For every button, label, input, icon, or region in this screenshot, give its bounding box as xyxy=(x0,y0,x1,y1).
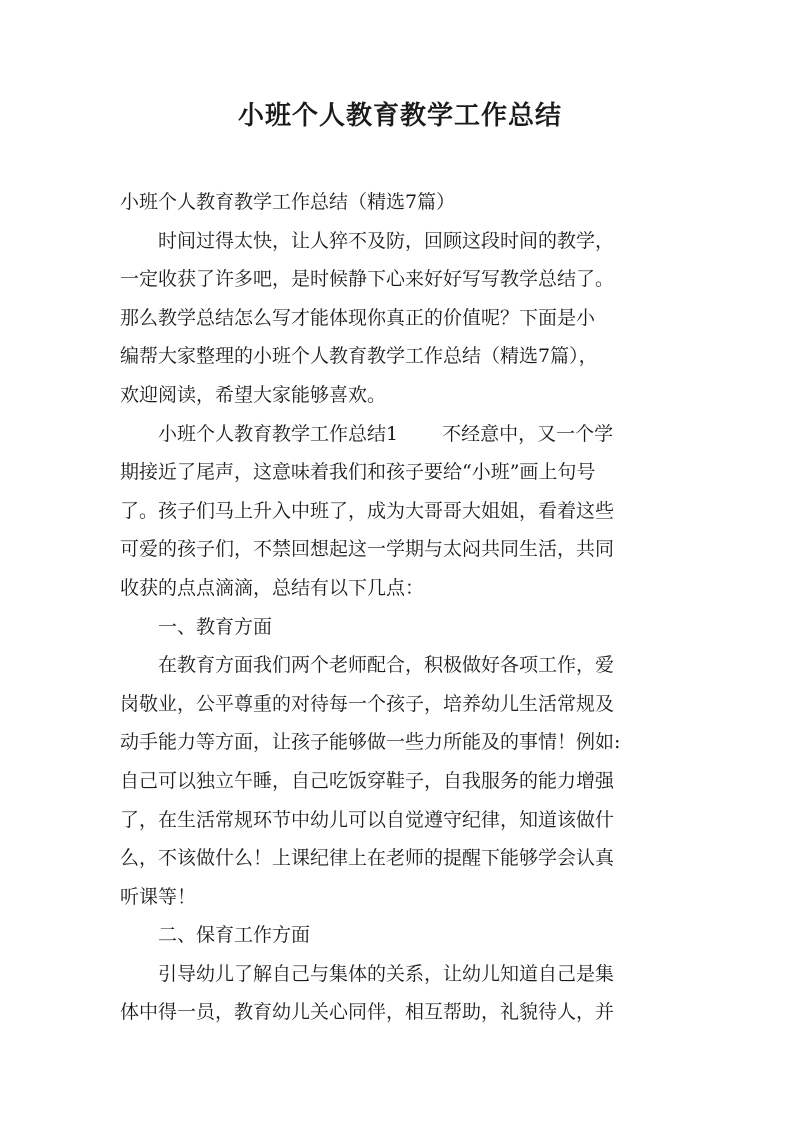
section-first-line-text: 不经意中，又一个学 xyxy=(442,422,614,445)
section-line: 了。孩子们马上升入中班了，成为大哥哥大姐姐，看着这些 xyxy=(120,499,615,522)
part-line: 听课等！ xyxy=(120,885,197,908)
section-line: 期接近了尾声，这意味着我们和孩子要给“小班”画上句号 xyxy=(120,461,596,484)
intro-line: 一定收获了许多吧，是时候静下心来好好写写教学总结了。 xyxy=(120,268,615,291)
part-line: 在教育方面我们两个老师配合，积极做好各项工作，爱 xyxy=(158,654,615,677)
intro-line: 欢迎阅读，希望大家能够喜欢。 xyxy=(120,383,387,406)
section-line: 收获的点点滴滴，总结有以下几点： xyxy=(120,576,425,599)
part-line: 引导幼儿了解自己与集体的关系，让幼儿知道自己是集 xyxy=(158,962,615,985)
intro-line: 编帮大家整理的小班个人教育教学工作总结（精选7篇）， xyxy=(120,345,598,368)
part-heading: 一、教育方面 xyxy=(158,615,273,638)
part-line: 了，在生活常规环节中幼儿可以自觉遵守纪律，知道该做什 xyxy=(120,808,615,831)
part-line: 体中得一员，教育幼儿关心同伴，相互帮助，礼貌待人，并 xyxy=(120,1001,615,1024)
section-heading: 小班个人教育教学工作总结1 xyxy=(158,422,399,445)
part-heading: 二、保育工作方面 xyxy=(158,924,311,947)
document-title: 小班个人教育教学工作总结 xyxy=(237,101,562,131)
section-line: 可爱的孩子们，不禁回想起这一学期与太闷共同生活，共同 xyxy=(120,538,615,561)
part-line: 自己可以独立午睡，自己吃饭穿鞋子，自我服务的能力增强 xyxy=(120,769,615,792)
document-body xyxy=(120,183,690,1032)
part-line: 岗敬业，公平尊重的对待每一个孩子，培养幼儿生活常规及 xyxy=(120,692,615,715)
part-line: 动手能力等方面，让孩子能够做一些力所能及的事情！例如: xyxy=(120,731,621,754)
section-heading-line xyxy=(120,415,690,454)
part-line: 么，不该做什么！上课纪律上在老师的提醒下能够学会认真 xyxy=(120,847,615,870)
intro-line: 那么教学总结怎么写才能体现你真正的价值呢？下面是小 xyxy=(120,306,596,329)
document-subtitle: 小班个人教育教学工作总结（精选7篇） xyxy=(120,191,456,213)
intro-line: 时间过得太快，让人猝不及防，回顾这段时间的教学， xyxy=(158,229,615,252)
